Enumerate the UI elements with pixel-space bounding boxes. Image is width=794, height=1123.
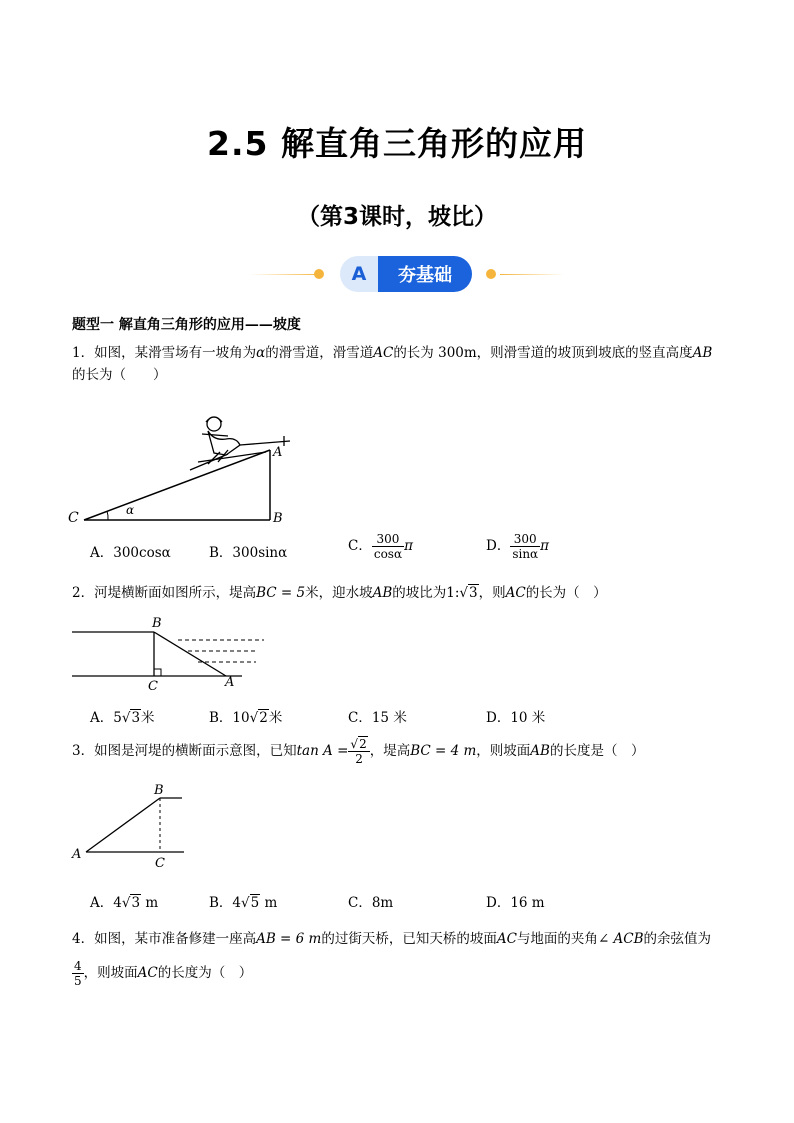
q4-ac2: AC <box>137 965 158 981</box>
q2-option-b-unit: 米 <box>268 710 283 726</box>
q3-option-a-coef: 4 <box>113 895 122 911</box>
q1-option-a-text: 300cosα <box>113 545 171 561</box>
q3-label-b: B <box>154 783 164 798</box>
q1-label-a: A <box>273 445 283 460</box>
q1-label-c: C <box>68 510 79 526</box>
q2-ab: AB <box>372 585 393 601</box>
q3-text: 如图是河堤的横断面示意图，已知 <box>94 743 297 759</box>
q2-text-d: ，则 <box>478 585 506 601</box>
question-4 <box>72 928 732 950</box>
q4-text-f: 的长度为（ ） <box>157 965 253 981</box>
q1-option-c-letter: C． <box>348 538 372 554</box>
q1-option-c-fraction <box>372 532 404 561</box>
page-title: 2.5 解直角三角形的应用 <box>207 124 587 163</box>
q3-option-a-unit: m <box>145 895 159 911</box>
q3-option-b-root: 5 <box>250 895 260 911</box>
q3-frac-num: 2 <box>359 737 367 751</box>
q4-text: 如图，某市准备修建一座高 <box>94 931 257 947</box>
question-1 <box>72 342 732 386</box>
q4-text-d: 的余弦值为 <box>643 931 712 947</box>
q3-option-b-letter: B． <box>209 895 233 911</box>
q3-bc: BC = 4 m <box>410 743 477 759</box>
q1-text-c: 的长为 300m，则滑雪道的坡顶到坡底的竖直高度 <box>393 345 693 361</box>
level-badge <box>340 256 472 292</box>
q3-option-b[interactable]: B．4√5 m <box>209 895 278 911</box>
q3-option-d-letter: D． <box>486 895 511 911</box>
q1-text: 如图，某滑雪场有一坡角为 <box>94 345 257 361</box>
q2-option-a-coef: 5 <box>113 710 122 726</box>
q1-option-a[interactable] <box>90 541 171 561</box>
q2-option-b[interactable]: B．10√2米 <box>209 710 283 726</box>
q3-option-a-root: 3 <box>131 895 141 911</box>
q1-option-d-letter: D． <box>486 538 511 554</box>
q3-option-c-text: 8m <box>371 895 394 911</box>
q1-option-c-num: 300 <box>372 532 404 547</box>
q1-ac: AC <box>373 345 394 361</box>
q3-frac-den: 2 <box>355 752 363 766</box>
badge-text: 夯基础 <box>378 256 472 292</box>
q4-text-c: 与地面的夹角 <box>516 931 598 947</box>
banner-right-dot <box>486 269 496 279</box>
q2-label-b: B <box>152 616 162 631</box>
q4-ab: AB = 6 m <box>256 931 322 947</box>
q1-label-b: B <box>273 511 283 526</box>
q4-fraction <box>72 959 84 988</box>
q4-ac: AC <box>496 931 517 947</box>
q1-label-alpha: α <box>126 503 135 517</box>
q1-text-d: 的长为（ ） <box>72 367 167 383</box>
q4-frac-den: 5 <box>74 974 82 988</box>
q1-option-d-num: 300 <box>510 532 540 547</box>
q1-option-c-den: cosα <box>373 547 403 561</box>
q2-ac: AC <box>505 585 526 601</box>
q3-option-d-text: 16 m <box>510 895 545 911</box>
q2-option-b-root: 2 <box>259 710 268 726</box>
q1-option-b-letter: B． <box>209 545 233 561</box>
q4-angle: ∠ ACB <box>597 931 644 947</box>
q4-text-b: 的过街天桥，已知天桥的坡面 <box>321 931 497 947</box>
q1-option-d-den: sinα <box>512 547 539 561</box>
q3-option-b-unit: m <box>264 895 278 911</box>
q3-text-c: ，则坡面 <box>476 743 531 759</box>
badge-letter: A <box>340 256 378 292</box>
q3-figure <box>70 780 200 872</box>
section-title: 题型一 解直角三角形的应用——坡度 <box>72 317 301 333</box>
q2-option-b-letter: B． <box>209 710 233 726</box>
q2-number: 2． <box>72 585 95 601</box>
q2-label-a: A <box>225 675 235 690</box>
q1-option-d-fraction <box>510 532 540 561</box>
q3-ab: AB <box>530 743 550 759</box>
q1-figure <box>68 404 308 528</box>
q2-option-d-letter: D． <box>486 710 511 726</box>
q2-option-a-root: 3 <box>131 710 141 726</box>
q3-text-d: 的长度是（ ） <box>549 743 645 759</box>
q3-tan: tan A = <box>296 743 349 759</box>
q3-option-c-letter: C． <box>348 895 372 911</box>
q2-option-d-text: 10 米 <box>510 710 546 726</box>
q1-option-c-tail: π <box>404 538 413 554</box>
q4-frac-num: 4 <box>74 959 82 973</box>
q3-number: 3． <box>72 743 95 759</box>
q3-option-c[interactable] <box>348 891 393 911</box>
q1-option-d-tail: π <box>540 538 550 554</box>
q2-ratio-root: 3 <box>469 585 478 601</box>
q2-option-a-unit: 米 <box>141 710 155 726</box>
q1-option-a-letter: A． <box>90 545 114 561</box>
page-subtitle: （第3课时，坡比） <box>296 204 497 230</box>
q3-label-c: C <box>155 856 165 871</box>
q2-option-c[interactable] <box>348 706 407 726</box>
q2-option-a-letter: A． <box>90 710 114 726</box>
q1-option-d[interactable] <box>486 532 549 561</box>
question-4-line2 <box>72 956 732 990</box>
section-banner <box>230 256 564 292</box>
q2-bc: BC = 5 <box>256 585 306 601</box>
q1-option-b-text: 300sinα <box>232 545 288 561</box>
q3-text-b: ，堤高 <box>369 743 411 759</box>
q3-option-b-coef: 4 <box>232 895 242 911</box>
q2-text-b: 米，迎水坡 <box>305 585 373 601</box>
q2-option-d[interactable] <box>486 706 545 726</box>
question-3 <box>72 736 732 766</box>
q2-ratio: 1: <box>446 585 460 601</box>
q1-option-c[interactable] <box>348 532 413 561</box>
banner-left-line <box>250 274 320 275</box>
q2-text-e: 的长为（ ） <box>525 585 607 601</box>
q2-text: 河堤横断面如图所示，堤高 <box>94 585 257 601</box>
q3-option-a-letter: A． <box>90 895 114 911</box>
q2-label-c: C <box>148 679 158 694</box>
q1-number: 1． <box>72 345 95 361</box>
q1-text-b: 的滑雪道，滑雪道 <box>265 345 374 361</box>
q2-text-c: 的坡比为 <box>392 585 447 601</box>
q3-option-d[interactable] <box>486 891 545 911</box>
q2-option-b-coef: 10 <box>232 710 250 726</box>
q1-alpha: α <box>256 345 266 361</box>
q2-option-a[interactable]: A．5√3米 <box>90 710 155 726</box>
banner-right-line <box>500 274 564 275</box>
banner-left-dot <box>314 269 324 279</box>
q1-option-b[interactable] <box>209 541 287 561</box>
q4-number: 4． <box>72 931 95 947</box>
q1-ab: AB <box>692 345 713 361</box>
q2-option-c-text: 15 米 <box>371 710 407 726</box>
question-2: 2．河堤横断面如图所示，堤高BC = 5米，迎水坡AB的坡比为1:√3，则AC的长为（ ） <box>72 585 607 601</box>
q3-fraction: $\frac{√2}{2}$ <box>348 737 369 766</box>
q3-label-a: A <box>72 847 82 862</box>
q2-option-c-letter: C． <box>348 710 372 726</box>
q2-figure <box>70 614 270 694</box>
q3-option-a[interactable]: A．4√3 m <box>90 895 159 911</box>
q4-text-e: ，则坡面 <box>83 965 138 981</box>
